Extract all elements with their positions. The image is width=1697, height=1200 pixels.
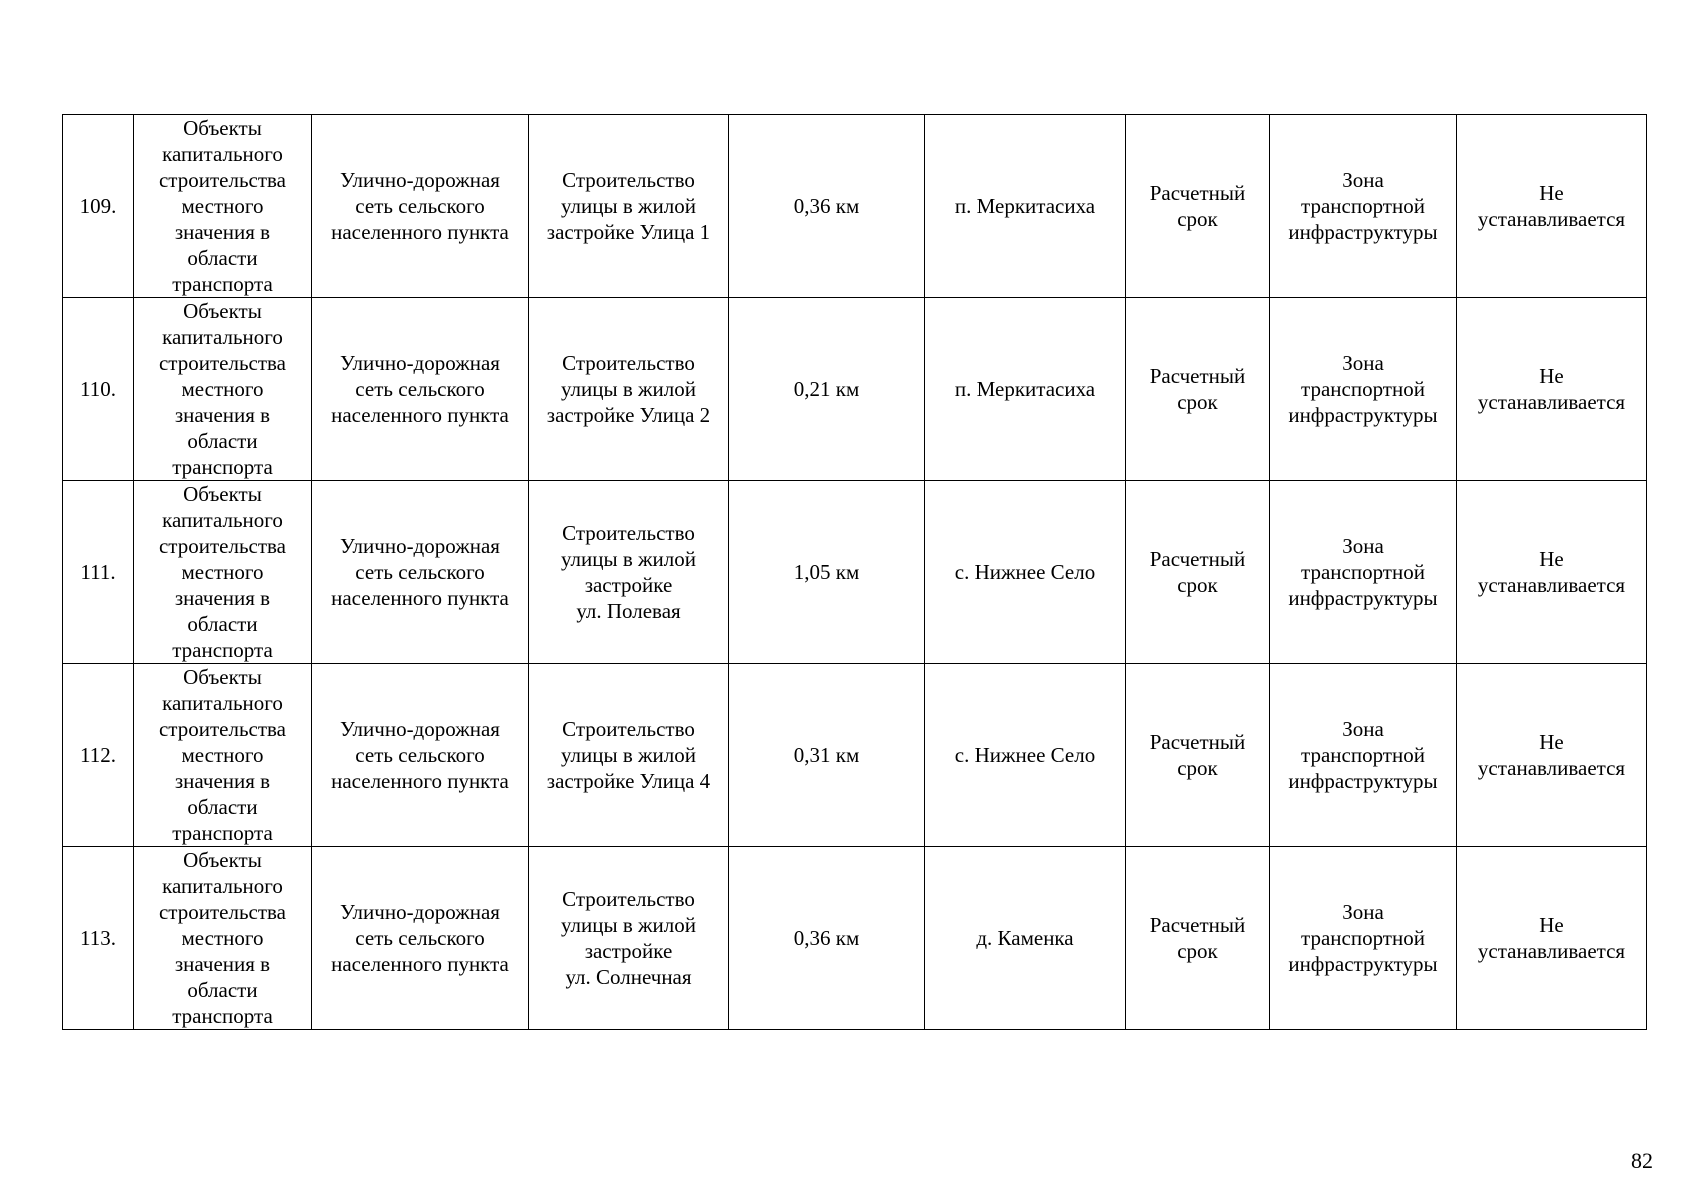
cell-category-line: капитального	[162, 142, 283, 166]
cell-category-line: области	[187, 429, 258, 453]
cell-term	[1126, 115, 1270, 298]
cell-category-line: транспорта	[172, 638, 273, 662]
cell-location: с. Нижнее Село	[925, 664, 1126, 847]
cell-category-line: местного	[181, 377, 264, 401]
cell-category	[134, 481, 312, 664]
cell-category-line: области	[187, 978, 258, 1002]
cell-object-type	[312, 115, 529, 298]
cell-description-line: улицы в жилой	[560, 377, 697, 401]
cell-status-line: устанавливается	[1477, 756, 1626, 780]
cell-description-line: улицы в жилой	[560, 743, 697, 767]
cell-zone-line: инфраструктуры	[1288, 403, 1438, 427]
cell-location: п. Меркитасиха	[925, 298, 1126, 481]
cell-category-line: Объекты	[183, 665, 262, 689]
cell-length: 0,36 км	[729, 115, 925, 298]
cell-zone-line: транспортной	[1301, 743, 1425, 767]
cell-status-line: устанавливается	[1477, 573, 1626, 597]
cell-location: п. Меркитасиха	[925, 115, 1126, 298]
cell-term-line: Расчетный	[1149, 547, 1246, 571]
cell-status-line: Не	[1539, 913, 1564, 937]
cell-number: 110.	[63, 298, 134, 481]
cell-category-line: капитального	[162, 874, 283, 898]
cell-status	[1457, 847, 1647, 1030]
cell-object-type-line: сеть сельского	[355, 926, 485, 950]
cell-category-line: местного	[181, 194, 264, 218]
cell-description-line: улицы в жилой	[560, 194, 697, 218]
cell-category-line: строительства	[158, 168, 286, 192]
cell-category-line: значения в	[174, 952, 271, 976]
cell-category-line: строительства	[158, 351, 286, 375]
cell-object-type-line: Улично-дорожная	[340, 534, 500, 558]
cell-zone-line: транспортной	[1301, 560, 1425, 584]
cell-description-line: застройке Улица 4	[546, 769, 711, 793]
cell-zone-line: инфраструктуры	[1288, 952, 1438, 976]
cell-zone-line: инфраструктуры	[1288, 220, 1438, 244]
cell-object-type	[312, 664, 529, 847]
cell-number: 111.	[63, 481, 134, 664]
cell-description-line: ул. Полевая	[576, 599, 681, 623]
cell-category-line: Объекты	[183, 848, 262, 872]
cell-zone-line: инфраструктуры	[1288, 769, 1438, 793]
cell-number: 112.	[63, 664, 134, 847]
cell-term-line: срок	[1177, 390, 1218, 414]
cell-category	[134, 664, 312, 847]
cell-length: 1,05 км	[729, 481, 925, 664]
cell-term	[1126, 298, 1270, 481]
cell-category-line: транспорта	[172, 272, 273, 296]
cell-object-type	[312, 481, 529, 664]
table-row	[63, 847, 1647, 1030]
cell-object-type-line: населенного пункта	[331, 586, 509, 610]
cell-length: 0,31 км	[729, 664, 925, 847]
cell-category-line: строительства	[158, 900, 286, 924]
cell-category-line: Объекты	[183, 116, 262, 140]
cell-object-type-line: Улично-дорожная	[340, 900, 500, 924]
cell-zone-line: инфраструктуры	[1288, 586, 1438, 610]
cell-category-line: строительства	[158, 534, 286, 558]
cell-object-type-line: Улично-дорожная	[340, 168, 500, 192]
cell-description	[529, 115, 729, 298]
cell-description	[529, 847, 729, 1030]
cell-category-line: значения в	[174, 220, 271, 244]
cell-status-line: Не	[1539, 364, 1564, 388]
cell-term	[1126, 481, 1270, 664]
cell-term-line: Расчетный	[1149, 181, 1246, 205]
cell-description-line: Строительство	[562, 521, 695, 545]
cell-category-line: Объекты	[183, 482, 262, 506]
cell-description-line: застройке	[584, 573, 673, 597]
cell-length: 0,36 км	[729, 847, 925, 1030]
cell-category-line: области	[187, 795, 258, 819]
cell-category-line: капитального	[162, 691, 283, 715]
cell-location: д. Каменка	[925, 847, 1126, 1030]
cell-zone	[1270, 481, 1457, 664]
cell-length: 0,21 км	[729, 298, 925, 481]
cell-zone	[1270, 115, 1457, 298]
cell-number: 113.	[63, 847, 134, 1030]
cell-category-line: строительства	[158, 717, 286, 741]
cell-category-line: транспорта	[172, 1004, 273, 1028]
cell-object-type	[312, 298, 529, 481]
cell-object-type	[312, 847, 529, 1030]
cell-description-line: Строительство	[562, 168, 695, 192]
cell-term-line: Расчетный	[1149, 730, 1246, 754]
cell-object-type-line: Улично-дорожная	[340, 717, 500, 741]
cell-category-line: капитального	[162, 508, 283, 532]
cell-term-line: срок	[1177, 573, 1218, 597]
table-row	[63, 298, 1647, 481]
table-row	[63, 115, 1647, 298]
cell-zone-line: Зона	[1342, 534, 1384, 558]
cell-term	[1126, 664, 1270, 847]
cell-zone-line: транспортной	[1301, 194, 1425, 218]
cell-zone-line: транспортной	[1301, 926, 1425, 950]
cell-status	[1457, 481, 1647, 664]
cell-object-type-line: сеть сельского	[355, 194, 485, 218]
cell-zone-line: Зона	[1342, 351, 1384, 375]
cell-category-line: капитального	[162, 325, 283, 349]
cell-description-line: улицы в жилой	[560, 547, 697, 571]
cell-location: с. Нижнее Село	[925, 481, 1126, 664]
cell-object-type-line: сеть сельского	[355, 743, 485, 767]
cell-zone	[1270, 847, 1457, 1030]
cell-category-line: местного	[181, 926, 264, 950]
cell-term-line: Расчетный	[1149, 913, 1246, 937]
cell-term-line: срок	[1177, 207, 1218, 231]
cell-description-line: застройке Улица 1	[546, 220, 711, 244]
cell-zone-line: Зона	[1342, 168, 1384, 192]
cell-category-line: области	[187, 246, 258, 270]
cell-zone-line: Зона	[1342, 717, 1384, 741]
cell-term	[1126, 847, 1270, 1030]
cell-object-type-line: населенного пункта	[331, 769, 509, 793]
cell-number: 109.	[63, 115, 134, 298]
cell-description	[529, 481, 729, 664]
cell-status-line: устанавливается	[1477, 390, 1626, 414]
cell-status	[1457, 664, 1647, 847]
table-row	[63, 664, 1647, 847]
cell-object-type-line: населенного пункта	[331, 220, 509, 244]
cell-category-line: значения в	[174, 586, 271, 610]
cell-status-line: Не	[1539, 730, 1564, 754]
cell-category-line: местного	[181, 560, 264, 584]
cell-category-line: Объекты	[183, 299, 262, 323]
cell-status	[1457, 298, 1647, 481]
page-number: 82	[1631, 1148, 1653, 1173]
cell-description	[529, 664, 729, 847]
cell-status-line: Не	[1539, 181, 1564, 205]
cell-description	[529, 298, 729, 481]
cell-object-type-line: населенного пункта	[331, 952, 509, 976]
cell-status	[1457, 115, 1647, 298]
cell-status-line: Не	[1539, 547, 1564, 571]
cell-category-line: значения в	[174, 769, 271, 793]
cell-category-line: транспорта	[172, 455, 273, 479]
cell-description-line: улицы в жилой	[560, 913, 697, 937]
objects-table	[62, 114, 1647, 1030]
table-row	[63, 481, 1647, 664]
table-body	[63, 115, 1647, 1030]
cell-object-type-line: населенного пункта	[331, 403, 509, 427]
cell-status-line: устанавливается	[1477, 207, 1626, 231]
cell-category-line: транспорта	[172, 821, 273, 845]
cell-description-line: ул. Солнечная	[565, 965, 692, 989]
cell-term-line: срок	[1177, 756, 1218, 780]
cell-category-line: значения в	[174, 403, 271, 427]
cell-object-type-line: сеть сельского	[355, 560, 485, 584]
cell-term-line: срок	[1177, 939, 1218, 963]
cell-description-line: Строительство	[562, 887, 695, 911]
cell-description-line: Строительство	[562, 351, 695, 375]
cell-description-line: Строительство	[562, 717, 695, 741]
cell-object-type-line: Улично-дорожная	[340, 351, 500, 375]
cell-status-line: устанавливается	[1477, 939, 1626, 963]
cell-description-line: застройке	[584, 939, 673, 963]
cell-term-line: Расчетный	[1149, 364, 1246, 388]
cell-object-type-line: сеть сельского	[355, 377, 485, 401]
cell-category	[134, 298, 312, 481]
cell-category-line: местного	[181, 743, 264, 767]
cell-zone-line: транспортной	[1301, 377, 1425, 401]
cell-category	[134, 115, 312, 298]
cell-description-line: застройке Улица 2	[546, 403, 711, 427]
cell-category	[134, 847, 312, 1030]
cell-zone	[1270, 298, 1457, 481]
cell-category-line: области	[187, 612, 258, 636]
cell-zone	[1270, 664, 1457, 847]
cell-zone-line: Зона	[1342, 900, 1384, 924]
